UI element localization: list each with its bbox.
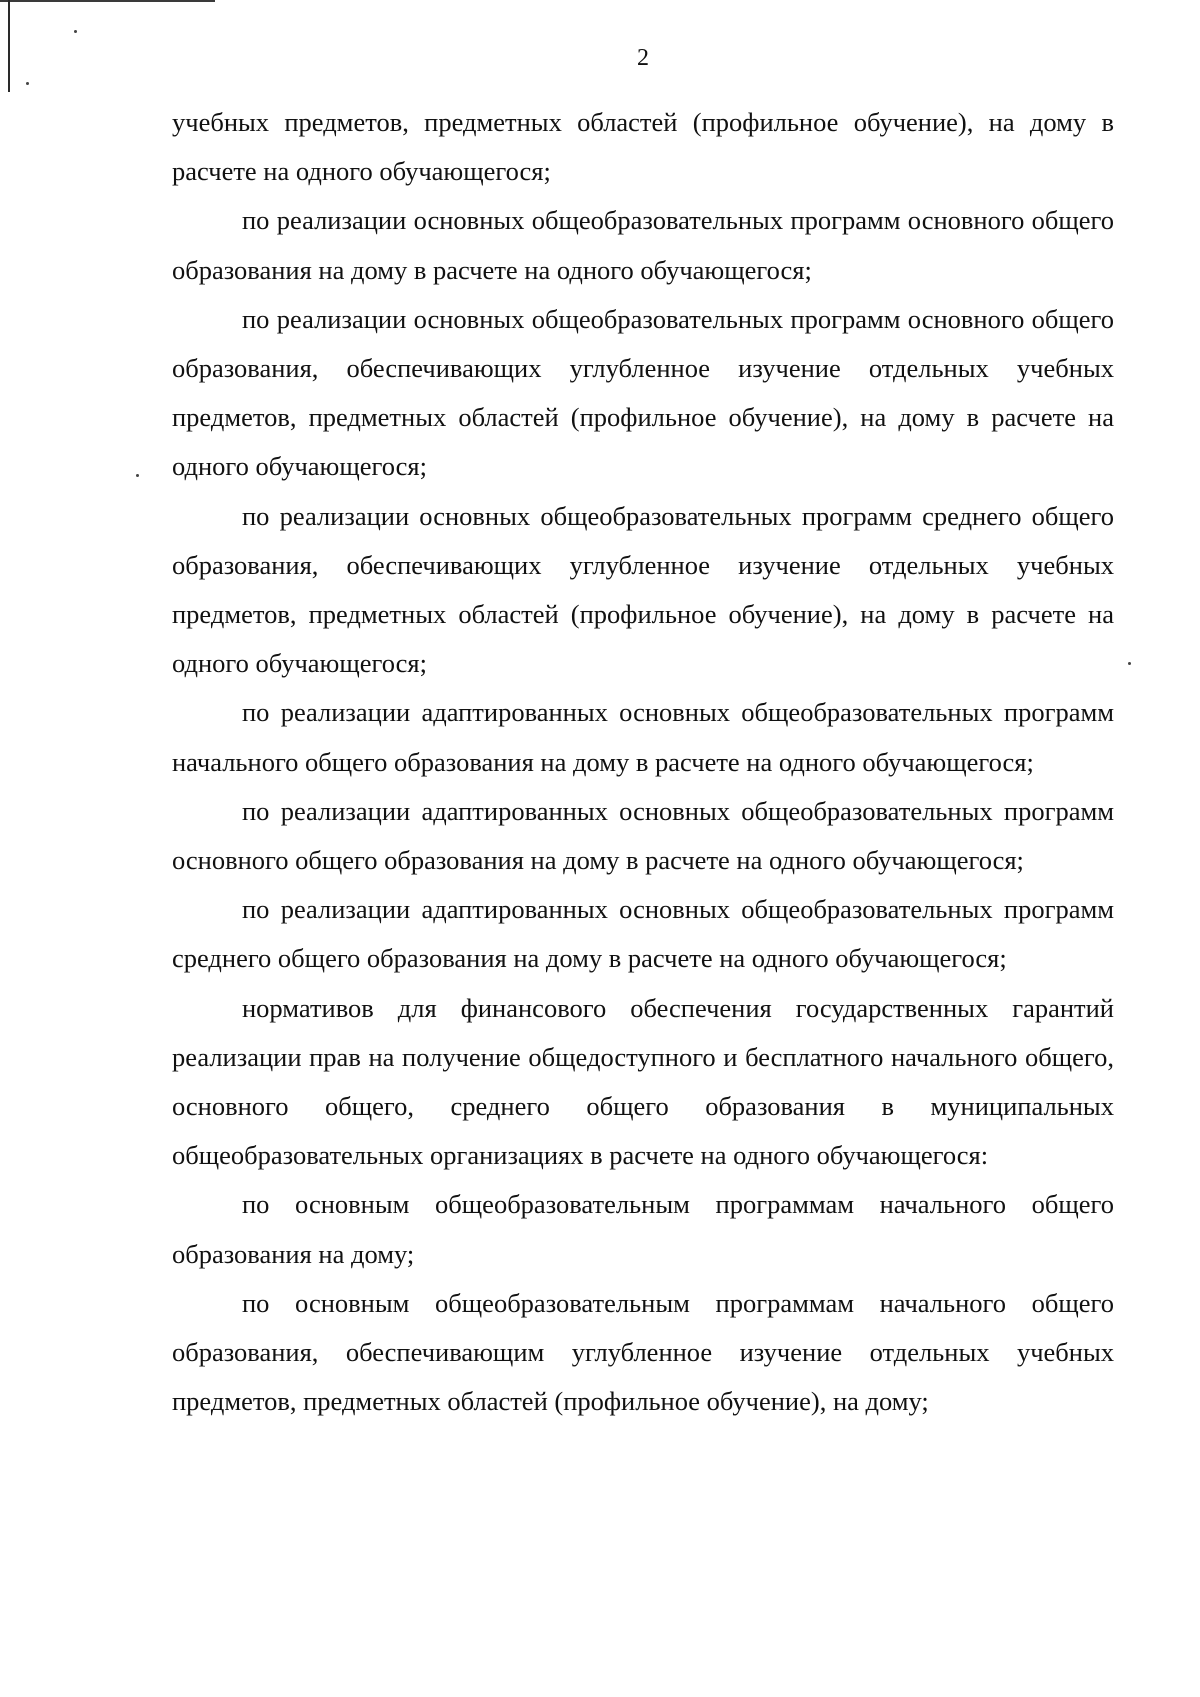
scan-edge-line	[0, 0, 215, 2]
document-body	[172, 98, 1114, 1426]
paragraph: по реализации основных общеобразовательных программ среднего общего образования, обеспечивающих углубленное изучение отдельных учебных предметов, предметных областей (профильное обучение), на дому в расчете на одного обучающегося;	[172, 500, 1114, 679]
paragraph: учебных предметов, предметных областей (профильное обучение), на дому в расчете на одного обучающегося;	[172, 107, 1114, 187]
scan-speck	[136, 474, 139, 477]
paragraph: по основным общеобразовательным программам начального общего образования, обеспечивающим углубленное изучение отдельных учебных предметов, предметных областей (профильное обучение), на дому;	[172, 1287, 1114, 1417]
paragraph: по реализации адаптированных основных общеобразовательных программ начального общего образования на дому в расчете на одного обучающегося;	[172, 697, 1114, 777]
scan-speck	[26, 82, 29, 85]
paragraph: нормативов для финансового обеспечения государственных гарантий реализации прав на получение общедоступного и бесплатного начального общего, основного общего, среднего общего образования в муниципальных общеобразовательных организациях в расчете на одного обучающегося:	[172, 992, 1114, 1171]
page-number: 2	[637, 45, 649, 71]
paragraph: по реализации адаптированных основных общеобразовательных программ основного общего образования на дому в расчете на одного обучающегося;	[172, 795, 1114, 876]
paragraph: по основным общеобразовательным программам начального общего образования на дому;	[172, 1189, 1114, 1269]
paragraph: по реализации основных общеобразовательных программ основного общего образования на дому в расчете на одного обучающегося;	[172, 205, 1114, 285]
scan-speck	[74, 30, 77, 33]
paragraph: по реализации адаптированных основных общеобразовательных программ среднего общего образования на дому в расчете на одного обучающегося;	[172, 894, 1114, 974]
scan-speck	[1128, 662, 1131, 665]
paragraph: по реализации основных общеобразовательных программ основного общего образования, обеспечивающих углубленное изучение отдельных учебных предметов, предметных областей (профильное обучение), на дому в расчете на одного обучающегося;	[172, 303, 1114, 482]
